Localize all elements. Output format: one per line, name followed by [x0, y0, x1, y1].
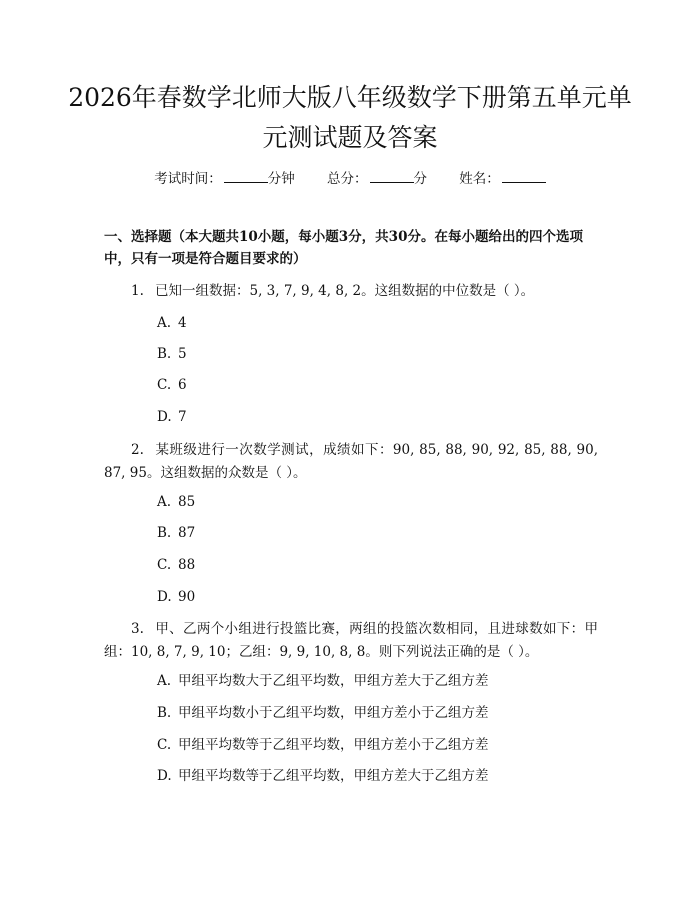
question-2-option-b: [157, 522, 597, 544]
option-text: 5: [178, 346, 187, 362]
question-3-option-a: [157, 670, 597, 692]
total-score-unit: 分: [413, 171, 427, 187]
option-letter: D.: [157, 589, 172, 605]
section-heading: 一、选择题（本大题共10小题，每小题3分，共30分。在每小题给出的四个选项中，只有一项是符合题目要求的）: [104, 229, 583, 267]
student-name-field: [459, 167, 546, 190]
question-3: [104, 618, 598, 664]
exam-time-unit: 分钟: [267, 171, 295, 187]
option-letter: D.: [157, 409, 172, 425]
question-2-number: 2.: [131, 442, 144, 458]
option-letter: C.: [157, 557, 172, 573]
question-2-option-d: [157, 586, 597, 608]
question-3-option-c: [157, 734, 597, 756]
question-1: [104, 280, 598, 303]
option-letter: B.: [157, 705, 172, 721]
question-1-option-d: [157, 406, 597, 428]
option-text: 88: [178, 557, 196, 573]
exam-time-field: [154, 167, 295, 190]
option-letter: B.: [157, 346, 172, 362]
option-letter: B.: [157, 525, 172, 541]
option-text: 87: [178, 525, 196, 541]
question-2: [104, 439, 598, 485]
exam-time-label: 考试时间：: [154, 171, 222, 187]
question-1-option-a: [157, 312, 597, 334]
option-text: 6: [178, 377, 187, 393]
document-title: 2026年春数学北师大版八年级数学下册第五单元单元测试题及答案: [68, 83, 632, 152]
question-3-text: 甲、乙两个小组进行投篮比赛，两组的投篮次数相同，且进球数如下：甲组：10, 8, 7, 9, 10；乙组：9, 9, 10, 8, 8。则下列说法正确的是（ ）。: [104, 621, 598, 660]
question-1-option-c: [157, 374, 597, 396]
total-score-blank: [370, 167, 414, 183]
question-2-option-a: [157, 491, 597, 513]
option-letter: A.: [157, 673, 172, 689]
question-3-number: 3.: [131, 621, 144, 637]
exam-info-line: [0, 167, 700, 190]
option-letter: A.: [157, 315, 172, 331]
option-letter: C.: [157, 737, 172, 753]
total-score-label: 总分：: [327, 171, 368, 187]
option-text: 7: [178, 409, 187, 425]
exam-time-blank: [224, 167, 268, 183]
question-2-option-c: [157, 554, 597, 576]
total-score-field: [327, 167, 427, 190]
option-text: 85: [178, 494, 196, 510]
question-3-option-b: [157, 702, 597, 724]
option-letter: D.: [157, 768, 172, 784]
option-text: 4: [178, 315, 187, 331]
option-text: 甲组平均数等于乙组平均数，甲组方差小于乙组方差: [178, 737, 489, 753]
option-text: 甲组平均数小于乙组平均数，甲组方差小于乙组方差: [178, 705, 489, 721]
question-1-text: 已知一组数据：5, 3, 7, 9, 4, 8, 2。这组数据的中位数是（ ）。: [155, 283, 535, 299]
question-1-number: 1.: [131, 283, 144, 299]
question-3-option-d: [157, 765, 597, 787]
option-letter: A.: [157, 494, 172, 510]
option-text: 甲组平均数大于乙组平均数，甲组方差大于乙组方差: [178, 673, 489, 689]
question-2-text: 某班级进行一次数学测试，成绩如下：90, 85, 88, 90, 92, 85, 88, 90, 87, 95。这组数据的众数是（ ）。: [104, 442, 598, 481]
student-name-label: 姓名：: [459, 171, 500, 187]
student-name-blank: [502, 167, 546, 183]
option-text: 90: [178, 589, 196, 605]
option-letter: C.: [157, 377, 172, 393]
option-text: 甲组平均数等于乙组平均数，甲组方差大于乙组方差: [178, 768, 489, 784]
question-1-option-b: [157, 343, 597, 365]
